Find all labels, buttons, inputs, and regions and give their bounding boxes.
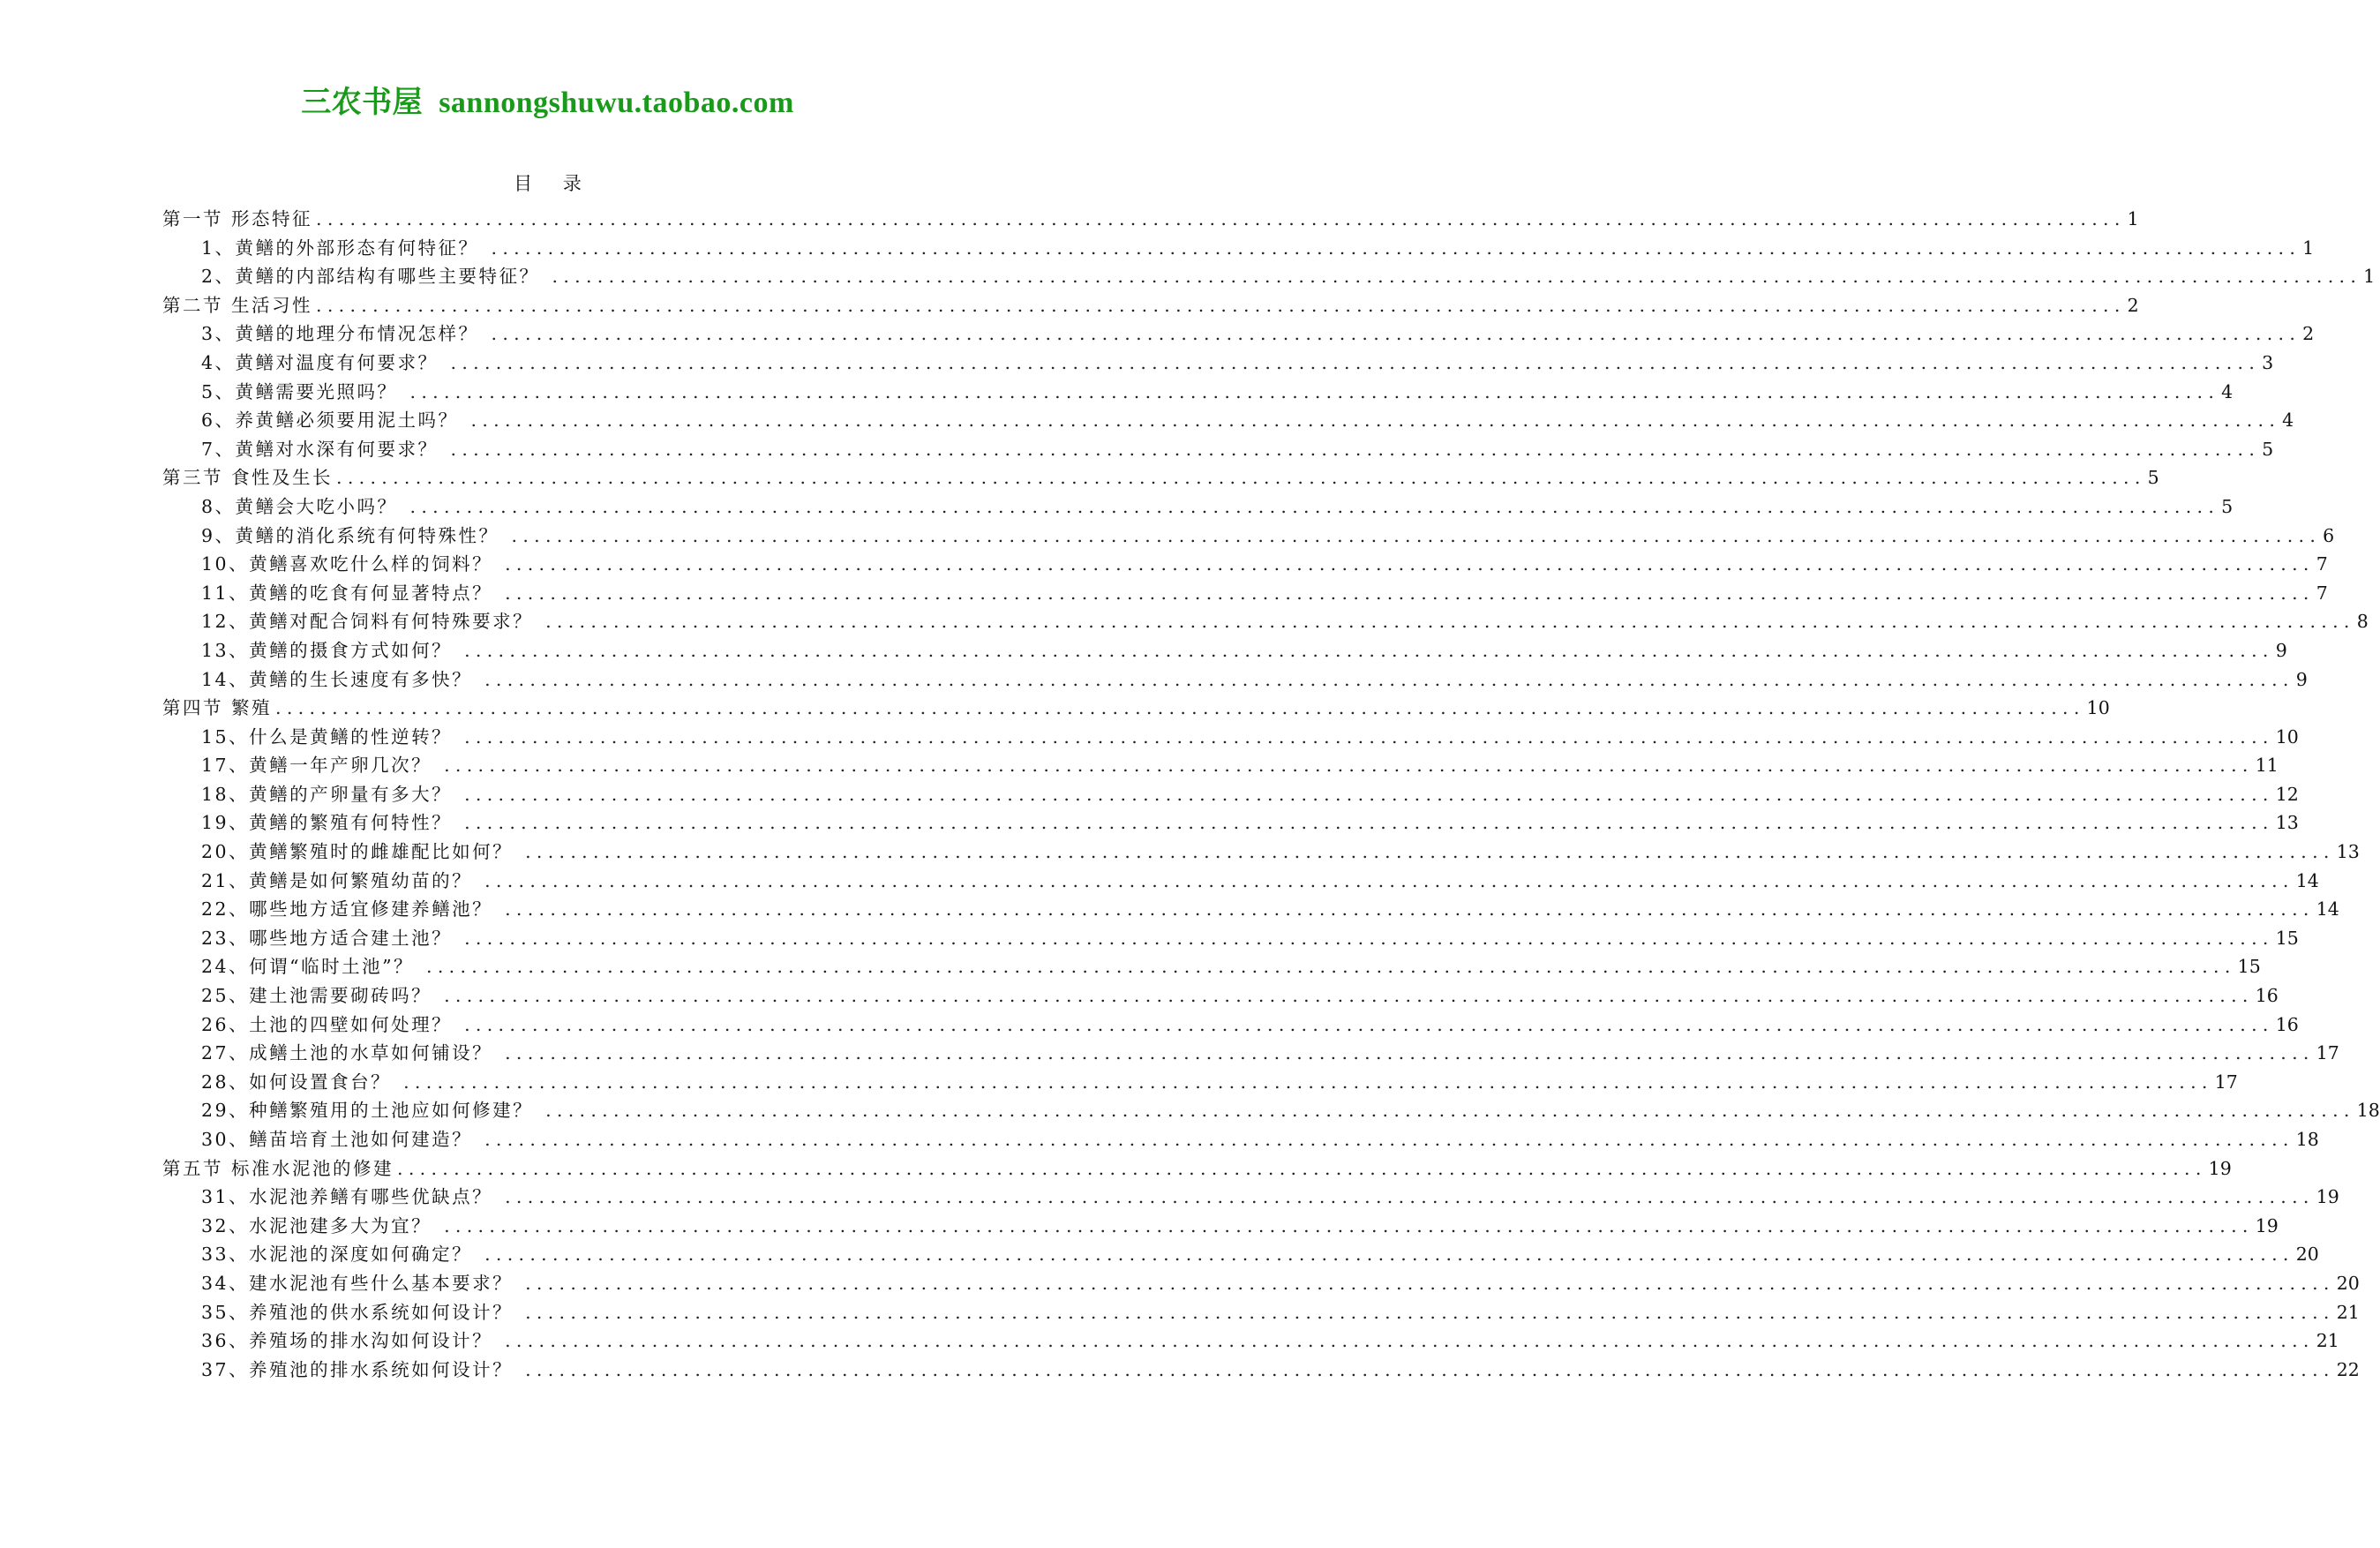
toc-leader-dots: ................................................................................................................................................................ (409, 495, 2220, 517)
toc-item-row (162, 1326, 2339, 1356)
toc-item-row (162, 1183, 2339, 1212)
toc-item-label: 28、如何设置食台？ (201, 1071, 392, 1093)
toc-section-row (162, 1154, 2232, 1184)
toc-item-label: 31、水泥池养鳝有哪些优缺点？ (201, 1186, 493, 1208)
toc-leader-dots: ................................................................................................................................................................ (491, 237, 2301, 259)
toc-leader-dots: ................................................................................................................................................................ (464, 639, 2274, 661)
toc-page-number: 17 (2214, 1071, 2238, 1093)
toc-leader-dots: ................................................................................................................................................................ (316, 208, 2126, 229)
toc-page-number: 10 (2275, 725, 2299, 748)
shop-name: 三农书屋 (301, 86, 424, 119)
toc-item-row (162, 751, 2279, 780)
toc-page-number: 1 (2363, 266, 2376, 288)
toc-page-number: 14 (2295, 869, 2319, 891)
toc-item-label: 29、种鳝繁殖用的土池应如何修建？ (201, 1100, 534, 1122)
toc-item-label: 25、建土池需要砌砖吗？ (201, 985, 432, 1007)
toc-leader-dots: ................................................................................................................................................................ (464, 783, 2274, 805)
toc-item-row (162, 579, 2328, 608)
toc-item-label: 24、何谓“临时土池”？ (201, 956, 415, 978)
toc-leader-dots: ................................................................................................................................................................ (403, 1071, 2213, 1093)
toc-page-number: 16 (2275, 1013, 2299, 1035)
toc-leader-dots: ................................................................................................................................................................ (426, 956, 2236, 978)
toc-page-number: 21 (2316, 1330, 2339, 1352)
toc-page-number: 15 (2237, 956, 2261, 978)
toc-page-number: 3 (2262, 351, 2274, 373)
toc-page-number: 6 (2323, 524, 2335, 546)
toc-page-number: 1 (2302, 237, 2315, 259)
toc-item-label: 7、黄鳝对水深有何要求？ (201, 438, 439, 460)
toc-page-number: 2 (2127, 294, 2139, 316)
toc-item-label: 9、黄鳝的消化系统有何特殊性？ (201, 524, 499, 546)
toc-leader-dots: ................................................................................................................................................................ (525, 1358, 2335, 1380)
toc-item-row (162, 1011, 2299, 1040)
toc-page-number: 5 (2147, 467, 2159, 489)
toc-item-row (162, 808, 2299, 838)
toc-page-number: 13 (2275, 812, 2299, 834)
shop-url: sannongshuwu.taobao.com (439, 86, 794, 119)
toc-leader-dots: ................................................................................................................................................................ (525, 1272, 2335, 1294)
toc-item-row (162, 838, 2360, 867)
toc-item-row (162, 952, 2261, 981)
toc-item-label: 1、黄鳝的外部形态有何特征？ (201, 237, 479, 259)
toc-page-number: 19 (2255, 1214, 2279, 1236)
toc-item-label: 11、黄鳝的吃食有何显著特点？ (201, 582, 493, 604)
toc-item-label: 18、黄鳝的产卵量有多大？ (201, 783, 453, 805)
toc-item-row (162, 522, 2335, 551)
toc-item-row (162, 550, 2328, 579)
toc-item-label: 37、养殖池的排水系统如何设计？ (201, 1358, 514, 1380)
toc-item-label: 5、黄鳝需要光照吗？ (201, 380, 398, 402)
toc-leader-dots: ................................................................................................................................................................ (484, 869, 2294, 891)
toc-leader-dots: ................................................................................................................................................................ (444, 1214, 2254, 1236)
toc-leader-dots: ................................................................................................................................................................ (505, 898, 2315, 921)
toc-item-row (162, 234, 2315, 263)
toc-item-label: 13、黄鳝的摄食方式如何？ (201, 639, 453, 661)
toc-page-number: 19 (2208, 1157, 2232, 1179)
toc-leader-dots: ................................................................................................................................................................ (525, 841, 2335, 863)
toc-item-row (162, 780, 2299, 809)
toc-leader-dots: ................................................................................................................................................................ (275, 697, 2085, 719)
toc-section-label: 第一节 形态特征 (162, 208, 313, 229)
toc-page-number: 14 (2316, 898, 2339, 921)
toc-page-number: 4 (2221, 380, 2234, 402)
toc-page-number: 22 (2336, 1358, 2360, 1380)
toc-page-number: 10 (2086, 697, 2110, 719)
toc-leader-dots: ................................................................................................................................................................ (525, 1301, 2335, 1323)
toc-leader-dots: ................................................................................................................................................................ (450, 438, 2261, 460)
toc-section-row (162, 694, 2110, 723)
toc-leader-dots: ................................................................................................................................................................ (444, 985, 2254, 1007)
toc-item-label: 15、什么是黄鳝的性逆转？ (201, 725, 453, 748)
toc-item-label: 32、水泥池建多大为宜？ (201, 1214, 432, 1236)
toc-item-row (162, 981, 2279, 1011)
toc-page-number: 20 (2336, 1272, 2360, 1294)
toc-leader-dots: ................................................................................................................................................................ (484, 1244, 2294, 1266)
toc-leader-dots: ................................................................................................................................................................ (316, 294, 2126, 316)
toc-leader-dots: ................................................................................................................................................................ (505, 553, 2315, 575)
toc-leader-dots: ................................................................................................................................................................ (505, 1186, 2315, 1208)
toc-item-label: 6、养黄鳝必须要用泥土吗？ (201, 410, 459, 432)
toc-page-number: 8 (2356, 611, 2369, 633)
toc-item-label: 27、成鳝土池的水草如何铺设？ (201, 1042, 493, 1064)
toc-section-label: 第四节 繁殖 (162, 697, 273, 719)
toc-section-label: 第二节 生活习性 (162, 294, 313, 316)
toc-page-number: 18 (2356, 1100, 2380, 1122)
toc-leader-dots: ................................................................................................................................................................ (505, 1042, 2315, 1064)
toc-item-row (162, 1240, 2319, 1269)
toc-page-number: 19 (2316, 1186, 2339, 1208)
toc-page-number: 20 (2295, 1244, 2319, 1266)
toc-item-row (162, 723, 2299, 752)
toc-leader-dots: ................................................................................................................................................................ (505, 1330, 2315, 1352)
toc-item-label: 30、鳝苗培育土池如何建造？ (201, 1129, 473, 1150)
toc-page-number: 15 (2275, 927, 2299, 949)
toc-item-row (162, 492, 2234, 522)
toc-item-label: 8、黄鳝会大吃小吗？ (201, 495, 398, 517)
toc-page-number: 16 (2255, 985, 2279, 1007)
toc-section-label: 第三节 食性及生长 (162, 467, 334, 489)
toc-leader-dots: ................................................................................................................................................................ (484, 668, 2294, 690)
toc-leader-dots: ................................................................................................................................................................ (444, 755, 2254, 777)
toc-item-row (162, 1269, 2360, 1298)
toc-item-row (162, 349, 2274, 378)
toc-item-label: 36、养殖场的排水沟如何设计？ (201, 1330, 493, 1352)
toc-item-label: 22、哪些地方适宜修建养鳝池？ (201, 898, 493, 921)
toc-page-number: 9 (2275, 639, 2287, 661)
toc-leader-dots: ................................................................................................................................................................ (552, 266, 2362, 288)
toc-page-number: 11 (2255, 755, 2279, 777)
toc-item-label: 14、黄鳝的生长速度有多快？ (201, 668, 473, 690)
toc-section-row (162, 205, 2139, 234)
toc-leader-dots: ................................................................................................................................................................ (450, 351, 2261, 373)
toc-leader-dots: ................................................................................................................................................................ (464, 725, 2274, 748)
toc-item-label: 19、黄鳝的繁殖有何特性？ (201, 812, 453, 834)
toc-section-label: 第五节 标准水泥池的修建 (162, 1157, 394, 1179)
toc-item-label: 4、黄鳝对温度有何要求？ (201, 351, 439, 373)
toc-item-row (162, 1096, 2380, 1125)
toc-item-row (162, 435, 2274, 464)
toc-item-row (162, 665, 2308, 695)
toc-leader-dots: ................................................................................................................................................................ (511, 524, 2322, 546)
toc-item-label: 34、建水泥池有些什么基本要求？ (201, 1272, 514, 1294)
toc-page-number: 5 (2221, 495, 2234, 517)
toc-item-label: 12、黄鳝对配合饲料有何特殊要求？ (201, 611, 534, 633)
toc-leader-dots: ................................................................................................................................................................ (470, 410, 2281, 432)
toc-page-number: 7 (2316, 582, 2328, 604)
toc-leader-dots: ................................................................................................................................................................ (491, 323, 2301, 345)
toc-page-number: 9 (2295, 668, 2308, 690)
toc-leader-dots: ................................................................................................................................................................ (397, 1157, 2207, 1179)
toc-item-row (162, 319, 2315, 349)
toc-page-number: 21 (2336, 1301, 2360, 1323)
toc-page-number: 17 (2316, 1042, 2339, 1064)
toc-page-number: 7 (2316, 553, 2328, 575)
toc-item-label: 20、黄鳝繁殖时的雌雄配比如何？ (201, 841, 514, 863)
toc-item-label: 10、黄鳝喜欢吃什么样的饲料？ (201, 553, 493, 575)
toc-item-row (162, 262, 2376, 291)
toc-item-row (162, 406, 2294, 435)
toc-leader-dots: ................................................................................................................................................................ (505, 582, 2315, 604)
toc-item-row (162, 1068, 2238, 1097)
toc-item-row (162, 895, 2339, 924)
toc-item-row (162, 1212, 2279, 1241)
toc-leader-dots: ................................................................................................................................................................ (464, 1013, 2274, 1035)
toc-section-row (162, 291, 2139, 320)
toc-item-row (162, 378, 2234, 407)
toc-item-row (162, 1125, 2319, 1154)
toc-item-row (162, 1298, 2360, 1327)
toc-item-label: 35、养殖池的供水系统如何设计？ (201, 1301, 514, 1323)
toc-page-number: 1 (2127, 208, 2139, 229)
toc-leader-dots: ................................................................................................................................................................ (336, 467, 2146, 489)
toc-page-number: 13 (2336, 841, 2360, 863)
toc-leader-dots: ................................................................................................................................................................ (545, 1100, 2355, 1122)
toc-item-label: 21、黄鳝是如何繁殖幼苗的？ (201, 869, 473, 891)
toc-item-label: 3、黄鳝的地理分布情况怎样？ (201, 323, 479, 345)
toc-item-row (162, 636, 2287, 665)
toc-item-label: 33、水泥池的深度如何确定？ (201, 1244, 473, 1266)
toc-title: 目 录 (514, 173, 594, 194)
toc-leader-dots: ................................................................................................................................................................ (464, 812, 2274, 834)
table-of-contents (162, 205, 2380, 1384)
toc-page-number: 5 (2262, 438, 2274, 460)
toc-leader-dots: ................................................................................................................................................................ (409, 380, 2220, 402)
toc-section-row (162, 463, 2159, 492)
toc-page-number: 18 (2295, 1129, 2319, 1150)
toc-item-row (162, 1039, 2339, 1068)
toc-leader-dots: ................................................................................................................................................................ (484, 1129, 2294, 1150)
toc-page-number: 12 (2275, 783, 2299, 805)
toc-item-row (162, 607, 2369, 636)
toc-item-row (162, 924, 2299, 953)
toc-item-row (162, 867, 2319, 896)
toc-item-row (162, 1356, 2360, 1385)
toc-leader-dots: ................................................................................................................................................................ (464, 927, 2274, 949)
page-header (0, 82, 1095, 124)
toc-leader-dots: ................................................................................................................................................................ (545, 611, 2355, 633)
toc-item-label: 23、哪些地方适合建土池？ (201, 927, 453, 949)
toc-item-label: 2、黄鳝的内部结构有哪些主要特征？ (201, 266, 540, 288)
toc-page-number: 2 (2302, 323, 2315, 345)
toc-item-label: 17、黄鳝一年产卵几次？ (201, 755, 432, 777)
toc-item-label: 26、土池的四壁如何处理？ (201, 1013, 453, 1035)
toc-page-number: 4 (2282, 410, 2294, 432)
